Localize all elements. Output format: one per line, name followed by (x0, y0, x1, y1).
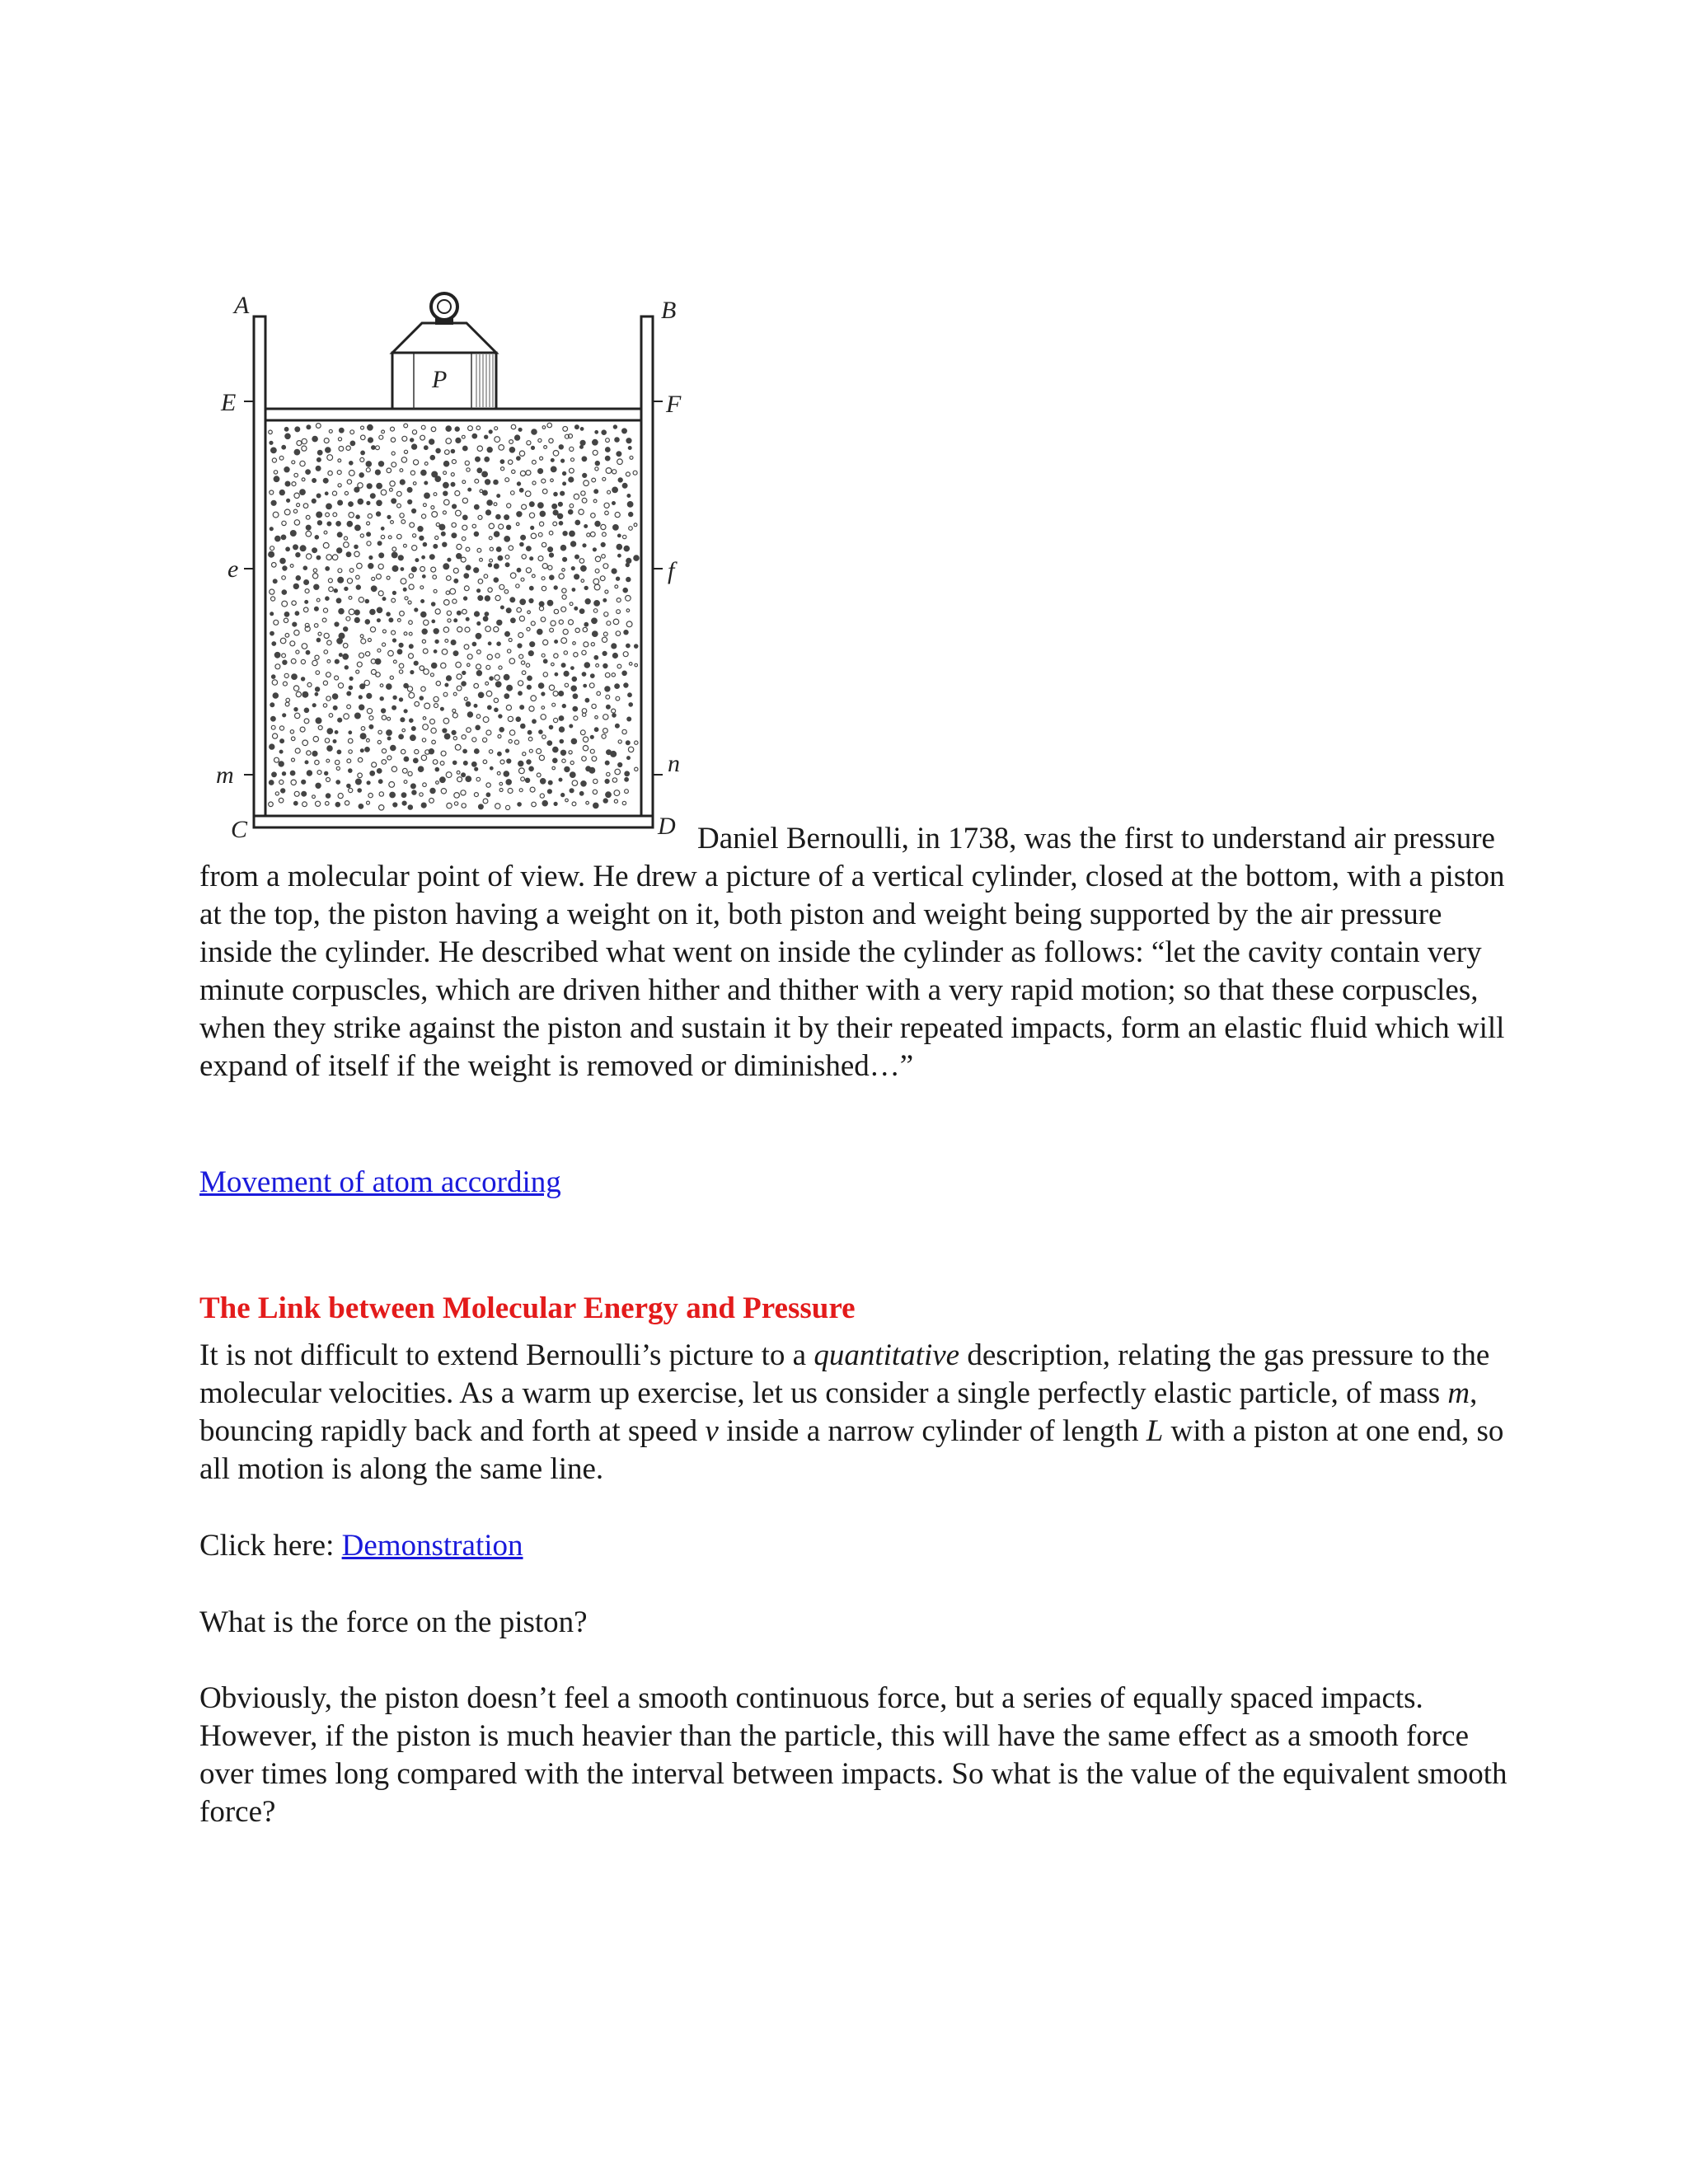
label-e-upper: E (221, 389, 237, 416)
label-b: B (661, 297, 677, 324)
piston (265, 409, 641, 420)
label-n: n (668, 750, 680, 777)
smooth-force-paragraph (199, 1680, 1518, 1831)
bernoulli-cylinder-figure (216, 280, 698, 841)
label-d: D (658, 813, 676, 840)
smooth-force-text: Obviously, the piston doesn’t feel a smooth continuous force, but a series of equally spaced impacts. However, if the piston is much heavier than the particle, this will have the same effect as a smooth force over times long compared with the interval between impacts. So what is the value of the equivalent smooth force? (199, 1681, 1507, 1829)
label-m: m (216, 762, 234, 789)
movement-of-atom-link[interactable]: Movement of atom according (199, 1165, 561, 1199)
intro-paragraph (199, 820, 1518, 1085)
left-wall (254, 316, 265, 827)
section-heading: The Link between Molecular Energy and Pressure (199, 1291, 856, 1325)
demonstration-link[interactable]: Demonstration (341, 1529, 523, 1563)
cylinder-illustration (216, 280, 698, 841)
force-question: What is the force on the piston? (199, 1605, 588, 1639)
label-f-upper: F (666, 391, 682, 418)
movement-link-line (199, 1164, 561, 1202)
label-a: A (234, 292, 250, 319)
right-wall (641, 316, 653, 827)
click-here-label: Click here: (199, 1529, 342, 1563)
label-p: P (432, 366, 448, 393)
gas-particles (269, 423, 640, 810)
quantitative-text: It is not difficult to extend Bernoulli’s picture to a quantitative description, relating the gas pressure to the molecular velocities. As a warm up exercise, let us consider a single perfectly elastic particle, of mass m, bouncing rapidly back and forth at speed v inside a narrow cylinder of length L with a piston at one end, so all motion is along the same line. (199, 1338, 1504, 1486)
label-f-lower: f (668, 557, 675, 584)
label-e-lower: e (227, 555, 239, 583)
label-c: C (231, 816, 248, 841)
quantitative-paragraph (199, 1337, 1518, 1488)
intro-text: Daniel Bernoulli, in 1738, was the first to understand air pressure from a molecular point of view. He drew a picture of a vertical cylinder, closed at the bottom, with a piston at the top, the piston having a weight on it, both piston and weight being supported by the air pressure inside the cylinder. He described what went on inside the cylinder as follows: “let the cavity contain very minute corpuscles, which are driven hither and thither with a very rapid motion; so that these corpuscles, when they strike against the piston and sustain it by their repeated impacts, form an elastic fluid which will expand of itself if the weight is removed or diminished…” (199, 822, 1505, 1083)
click-here-line (199, 1527, 523, 1565)
